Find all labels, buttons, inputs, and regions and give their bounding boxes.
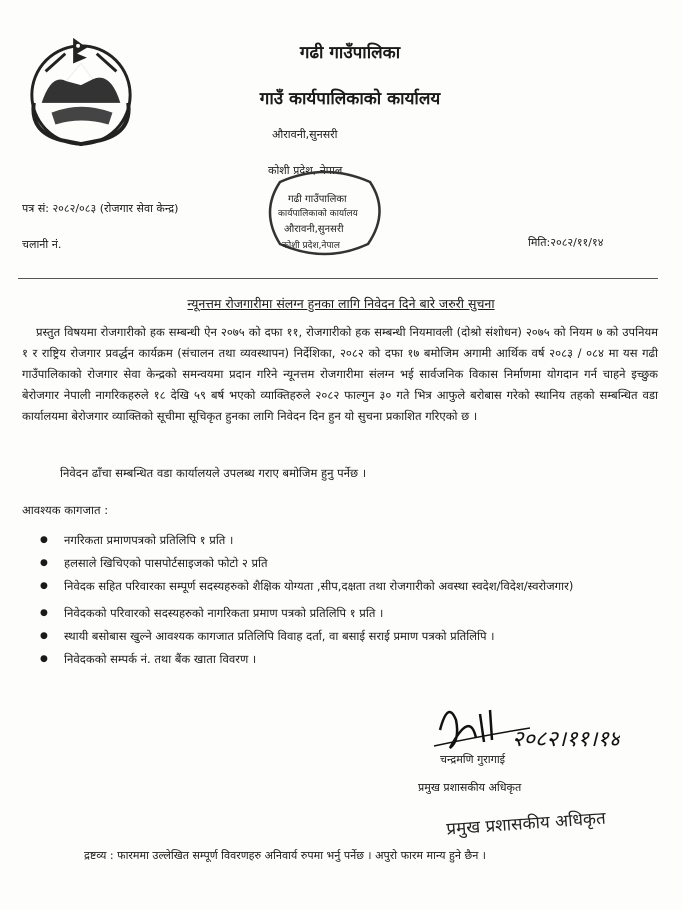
documents-list	[40, 530, 658, 672]
stamp-line: औरावनी,सुनसरी	[284, 224, 344, 235]
signer-title: प्रमुख प्रशासकीय अधिकृत	[418, 781, 522, 794]
office-stamp	[250, 152, 400, 260]
header-divider	[18, 278, 658, 279]
list-item: ● निवेदकको सम्पर्क नं. तथा बैंक खाता विवरण ।	[40, 649, 658, 669]
notice-subject: न्यूनत्तम रोजगारीमा संलग्न हुनका लागि निवेदन दिने बारे जरुरी सुचना	[187, 296, 495, 311]
reference-number: पत्र सं: २०८२/०८३ (रोजगार सेवा केन्द्र)	[22, 202, 179, 215]
list-item: ● नगरिकता प्रमाणपत्रको प्रतिलिपि १ प्रति ।	[40, 530, 658, 550]
signer-name: चन्द्रमणि गुरागाई	[440, 753, 506, 766]
letter-date: मिति:२०८२/११/१४	[528, 236, 604, 249]
form-note: निवेदन ढाँचा सम्बन्धित वडा कार्यालयले उपलब्ध गराए बमोजिम हुनु पर्नेछ ।	[60, 466, 367, 480]
designation-stamp	[442, 800, 642, 840]
list-item: ● निवेदकको परिवारको सदस्यहरुको नागरिकता प्रमाण पत्रको प्रतिलिपि १ प्रति ।	[40, 603, 658, 623]
dispatch-number: चलानी नं.	[22, 238, 62, 251]
designation-stamp-text: प्रमुख प्रशासकीय अधिकृत	[445, 808, 607, 840]
documents-label: आवश्यक कागजात :	[22, 503, 109, 517]
list-item: ● निवेदक सहित परिवारका सम्पूर्ण सदस्यहरुको शैक्षिक योग्यता ,सीप,दक्षता तथा रोजगारीको अवस्था स्वदेश/विदेश/स्वरोजगार)	[40, 576, 658, 596]
stamp-line: गढी गाउँपालिका	[288, 194, 347, 205]
list-item: ● स्थायी बसोबास खुल्ने आवश्यक कागजात प्रतिलिपि विवाह दर्ता, वा बसाई सराई प्रमाण पत्रको प्रतिलिपि ।	[40, 626, 658, 646]
nepal-emblem-logo	[22, 34, 140, 150]
notice-body: प्रस्तुत विषयमा रोजगारीको हक सम्बन्धी ऐन २०७५ को दफा ११, रोजगारीको हक सम्बन्धी नियमावली (दोश्रो संशोधन) २०७५ को नियम ७ को उपनियम १ र राष्ट्रिय रोजगार प्रवर्द्धन कार्यक्रम (संचालन तथा व्यवस्थापन) निर्देशिका, २०८२ को दफा १७ बमोजिम अगामी आर्थिक वर्ष २०८३ / ०८४ मा यस गढी गाउँपालिकाको रोजगार सेवा केन्द्रको समन्वयमा प्रदान गरिने न्यूनत्तम रोजगारीमा संलग्न भई सार्वजनिक विकास निर्माणमा योगदान गर्न चाहने इच्छुक बेरोजगार नेपाली नागरिकहरुले १८ देखि ५९ बर्ष भएको व्याक्तिहरुले २०८२ फाल्गुन ३० गते भित्र आफुले बरोबास गरेको स्थानिय तहको सम्बन्धित वडा कार्यालयमा बेरोजगार व्याक्तिको सूचीमा सूचिकृत हुनका लागि निवेदन दिन हुन यो सुचना प्रकाशित गरिएको छ ।	[22, 325, 658, 423]
stamp-line: कार्यपालिकाको कार्यालय	[278, 209, 358, 219]
signature-date: २०८२।११।१४	[512, 727, 620, 752]
stamp-province: कोशी प्रदेश, नेपाल	[268, 164, 343, 177]
footnote: द्रष्टव्य : फारममा उल्लेखित सम्पूर्ण विवरणहरु अनिवार्य रुपमा भर्नु पर्नेछ । अपुरो फारम मान्य हुने छैन ।	[84, 849, 486, 862]
list-item: ● हलसाले खिचिएको पासपोर्टसाइजको फोटो २ प्रति	[40, 553, 658, 573]
stamp-line: कोशी प्रदेश,नेपाल	[282, 241, 340, 251]
office-name: गाउँ कार्यपालिकाको कार्यालय	[259, 89, 441, 109]
office-address: औरावनी,सुनसरी	[272, 128, 338, 141]
municipality-name: गढी गाउँपालिका	[299, 43, 401, 63]
